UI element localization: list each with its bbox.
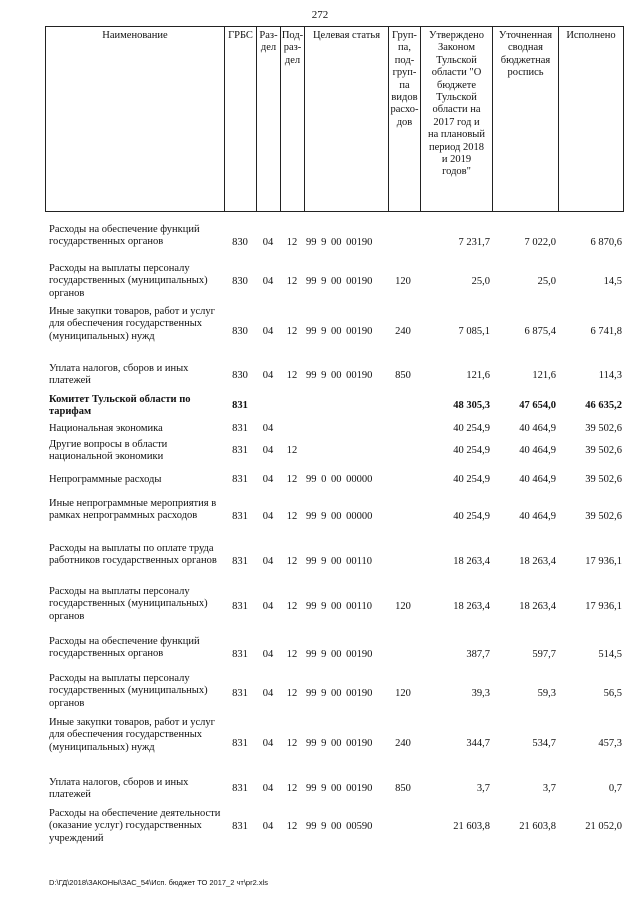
row-name: Расходы на обеспечение деятельности (оказание услуг) государственных учреждений bbox=[49, 808, 221, 844]
row-celevaya: 99 9 00 00190 bbox=[306, 649, 373, 660]
row-ispolneno: 21 052,0 bbox=[585, 821, 622, 832]
row-podrazdel: 12 bbox=[286, 556, 298, 567]
row-celevaya: 99 9 00 00190 bbox=[306, 326, 373, 337]
row-name: Национальная экономика bbox=[49, 423, 163, 434]
row-ispolneno: 39 502,6 bbox=[585, 511, 622, 522]
row-celevaya: 99 9 00 00190 bbox=[306, 370, 373, 381]
row-name: Расходы на выплаты персоналу государственных (муниципальных) органов bbox=[49, 586, 208, 622]
row-grbs: 831 bbox=[232, 474, 248, 485]
row-approved: 21 603,8 bbox=[453, 821, 490, 832]
row-ispolneno: 457,3 bbox=[598, 738, 622, 749]
header-razdel: Раз- дел bbox=[256, 26, 280, 212]
row-podrazdel: 12 bbox=[286, 326, 298, 337]
row-utochn: 40 464,9 bbox=[519, 474, 556, 485]
row-approved: 3,7 bbox=[476, 783, 490, 794]
row-approved: 7 231,7 bbox=[458, 237, 490, 248]
row-celevaya: 99 0 00 00000 bbox=[306, 474, 373, 485]
row-grbs: 831 bbox=[232, 445, 248, 456]
row-grbs: 831 bbox=[232, 783, 248, 794]
row-ispolneno: 56,5 bbox=[603, 688, 622, 699]
header-name: Наименование bbox=[45, 26, 224, 212]
row-grbs: 831 bbox=[232, 511, 248, 522]
row-vid-rashodov: 240 bbox=[395, 738, 411, 749]
row-ispolneno: 39 502,6 bbox=[585, 423, 622, 434]
row-celevaya: 99 9 00 00000 bbox=[306, 511, 373, 522]
header-podrazdel: Под- раз- дел bbox=[280, 26, 304, 212]
row-name: Уплата налогов, сборов и иных платежей bbox=[49, 363, 189, 387]
row-podrazdel: 12 bbox=[286, 688, 298, 699]
row-podrazdel: 12 bbox=[286, 474, 298, 485]
row-ispolneno: 17 936,1 bbox=[585, 601, 622, 612]
row-utochn: 121,6 bbox=[532, 370, 556, 381]
row-grbs: 830 bbox=[232, 370, 248, 381]
row-name: Иные непрограммные мероприятия в рамках непрограммных расходов bbox=[49, 498, 217, 522]
row-name: Уплата налогов, сборов и иных платежей bbox=[49, 777, 189, 801]
header-ispolneno: Исполнено bbox=[558, 26, 624, 212]
row-utochn: 597,7 bbox=[532, 649, 556, 660]
row-utochn: 59,3 bbox=[537, 688, 556, 699]
row-grbs: 831 bbox=[232, 738, 248, 749]
row-celevaya: 99 9 00 00190 bbox=[306, 783, 373, 794]
row-vid-rashodov: 850 bbox=[395, 370, 411, 381]
row-name: Расходы на выплаты персоналу государственных (муниципальных) органов bbox=[49, 673, 208, 709]
row-razdel: 04 bbox=[262, 423, 274, 434]
row-ispolneno: 46 635,2 bbox=[585, 400, 622, 411]
row-name: Расходы на обеспечение функций государственных органов bbox=[49, 636, 200, 660]
row-razdel: 04 bbox=[262, 649, 274, 660]
row-vid-rashodov: 120 bbox=[395, 688, 411, 699]
row-razdel: 04 bbox=[262, 474, 274, 485]
row-grbs: 831 bbox=[232, 556, 248, 567]
row-razdel: 04 bbox=[262, 511, 274, 522]
row-ispolneno: 0,7 bbox=[608, 783, 622, 794]
row-utochn: 47 654,0 bbox=[519, 400, 556, 411]
row-grbs: 831 bbox=[232, 649, 248, 660]
row-utochn: 3,7 bbox=[542, 783, 556, 794]
row-approved: 40 254,9 bbox=[453, 511, 490, 522]
row-celevaya: 99 9 00 00190 bbox=[306, 738, 373, 749]
row-name: Расходы на выплаты по оплате труда работников государственных органов bbox=[49, 543, 217, 567]
row-name: Непрограммные расходы bbox=[49, 474, 162, 485]
row-approved: 7 085,1 bbox=[458, 326, 490, 337]
row-ispolneno: 6 741,8 bbox=[590, 326, 622, 337]
row-ispolneno: 14,5 bbox=[603, 276, 622, 287]
row-podrazdel: 12 bbox=[286, 649, 298, 660]
page-number: 272 bbox=[311, 9, 329, 21]
row-grbs: 830 bbox=[232, 326, 248, 337]
row-podrazdel: 12 bbox=[286, 821, 298, 832]
row-grbs: 830 bbox=[232, 237, 248, 248]
row-utochn: 21 603,8 bbox=[519, 821, 556, 832]
row-razdel: 04 bbox=[262, 601, 274, 612]
row-utochn: 534,7 bbox=[532, 738, 556, 749]
header-gruppa: Груп- па, под- груп- па видов расхо- дов bbox=[388, 26, 420, 212]
row-grbs: 830 bbox=[232, 276, 248, 287]
row-ispolneno: 114,3 bbox=[598, 370, 622, 381]
row-ispolneno: 514,5 bbox=[598, 649, 622, 660]
row-podrazdel: 12 bbox=[286, 276, 298, 287]
row-razdel: 04 bbox=[262, 370, 274, 381]
row-razdel: 04 bbox=[262, 276, 274, 287]
row-razdel: 04 bbox=[262, 326, 274, 337]
row-grbs: 831 bbox=[232, 400, 248, 411]
row-approved: 39,3 bbox=[471, 688, 490, 699]
row-name: Комитет Тульской области по тарифам bbox=[49, 394, 191, 418]
row-utochn: 6 875,4 bbox=[524, 326, 556, 337]
row-utochn: 18 263,4 bbox=[519, 556, 556, 567]
row-ispolneno: 6 870,6 bbox=[590, 237, 622, 248]
row-approved: 18 263,4 bbox=[453, 556, 490, 567]
row-approved: 121,6 bbox=[466, 370, 490, 381]
row-approved: 40 254,9 bbox=[453, 474, 490, 485]
row-grbs: 831 bbox=[232, 423, 248, 434]
row-grbs: 831 bbox=[232, 688, 248, 699]
row-approved: 40 254,9 bbox=[453, 423, 490, 434]
row-vid-rashodov: 850 bbox=[395, 783, 411, 794]
row-vid-rashodov: 120 bbox=[395, 601, 411, 612]
header-approved: Утверждено Законом Тульской области "О бюджете Тульской области на 2017 год и на плановый период 2018 и 2019 годов" bbox=[420, 26, 492, 212]
row-celevaya: 99 9 00 00590 bbox=[306, 821, 373, 832]
row-approved: 40 254,9 bbox=[453, 445, 490, 456]
header-grbs: ГРБС bbox=[224, 26, 256, 212]
row-celevaya: 99 9 00 00190 bbox=[306, 688, 373, 699]
row-approved: 387,7 bbox=[466, 649, 490, 660]
row-podrazdel: 12 bbox=[286, 445, 298, 456]
row-razdel: 04 bbox=[262, 821, 274, 832]
row-celevaya: 99 9 00 00190 bbox=[306, 237, 373, 248]
row-vid-rashodov: 240 bbox=[395, 326, 411, 337]
row-grbs: 831 bbox=[232, 601, 248, 612]
file-path-footer: D:\ГД\2018\ЗАКОНЫ\ЗАС_54\Исп. бюджет ТО 2017_2 чт\pr2.xls bbox=[49, 878, 268, 887]
row-podrazdel: 12 bbox=[286, 738, 298, 749]
row-razdel: 04 bbox=[262, 237, 274, 248]
row-podrazdel: 12 bbox=[286, 237, 298, 248]
row-celevaya: 99 9 00 00110 bbox=[306, 601, 372, 612]
row-approved: 344,7 bbox=[466, 738, 490, 749]
header-celevaya: Целевая статья bbox=[304, 26, 388, 212]
row-name: Расходы на выплаты персоналу государственных (муниципальных) органов bbox=[49, 263, 208, 299]
row-podrazdel: 12 bbox=[286, 370, 298, 381]
row-approved: 18 263,4 bbox=[453, 601, 490, 612]
row-utochn: 40 464,9 bbox=[519, 445, 556, 456]
row-razdel: 04 bbox=[262, 738, 274, 749]
row-podrazdel: 12 bbox=[286, 783, 298, 794]
row-utochn: 40 464,9 bbox=[519, 511, 556, 522]
row-name: Иные закупки товаров, работ и услуг для обеспечения государственных (муниципальных) нужд bbox=[49, 306, 215, 342]
row-approved: 48 305,3 bbox=[453, 400, 490, 411]
row-razdel: 04 bbox=[262, 783, 274, 794]
row-podrazdel: 12 bbox=[286, 601, 298, 612]
row-name: Другие вопросы в области национальной экономики bbox=[49, 439, 168, 463]
row-vid-rashodov: 120 bbox=[395, 276, 411, 287]
row-grbs: 831 bbox=[232, 821, 248, 832]
row-utochn: 25,0 bbox=[537, 276, 556, 287]
row-utochn: 7 022,0 bbox=[524, 237, 556, 248]
row-celevaya: 99 9 00 00110 bbox=[306, 556, 372, 567]
row-name: Расходы на обеспечение функций государственных органов bbox=[49, 224, 200, 248]
row-ispolneno: 39 502,6 bbox=[585, 474, 622, 485]
row-razdel: 04 bbox=[262, 556, 274, 567]
row-ispolneno: 17 936,1 bbox=[585, 556, 622, 567]
row-approved: 25,0 bbox=[471, 276, 490, 287]
row-razdel: 04 bbox=[262, 688, 274, 699]
row-podrazdel: 12 bbox=[286, 511, 298, 522]
row-razdel: 04 bbox=[262, 445, 274, 456]
row-celevaya: 99 9 00 00190 bbox=[306, 276, 373, 287]
row-utochn: 40 464,9 bbox=[519, 423, 556, 434]
row-utochn: 18 263,4 bbox=[519, 601, 556, 612]
header-utochn: Уточненная сводная бюджетная роспись bbox=[492, 26, 558, 212]
row-ispolneno: 39 502,6 bbox=[585, 445, 622, 456]
row-name: Иные закупки товаров, работ и услуг для обеспечения государственных (муниципальных) нужд bbox=[49, 717, 215, 753]
